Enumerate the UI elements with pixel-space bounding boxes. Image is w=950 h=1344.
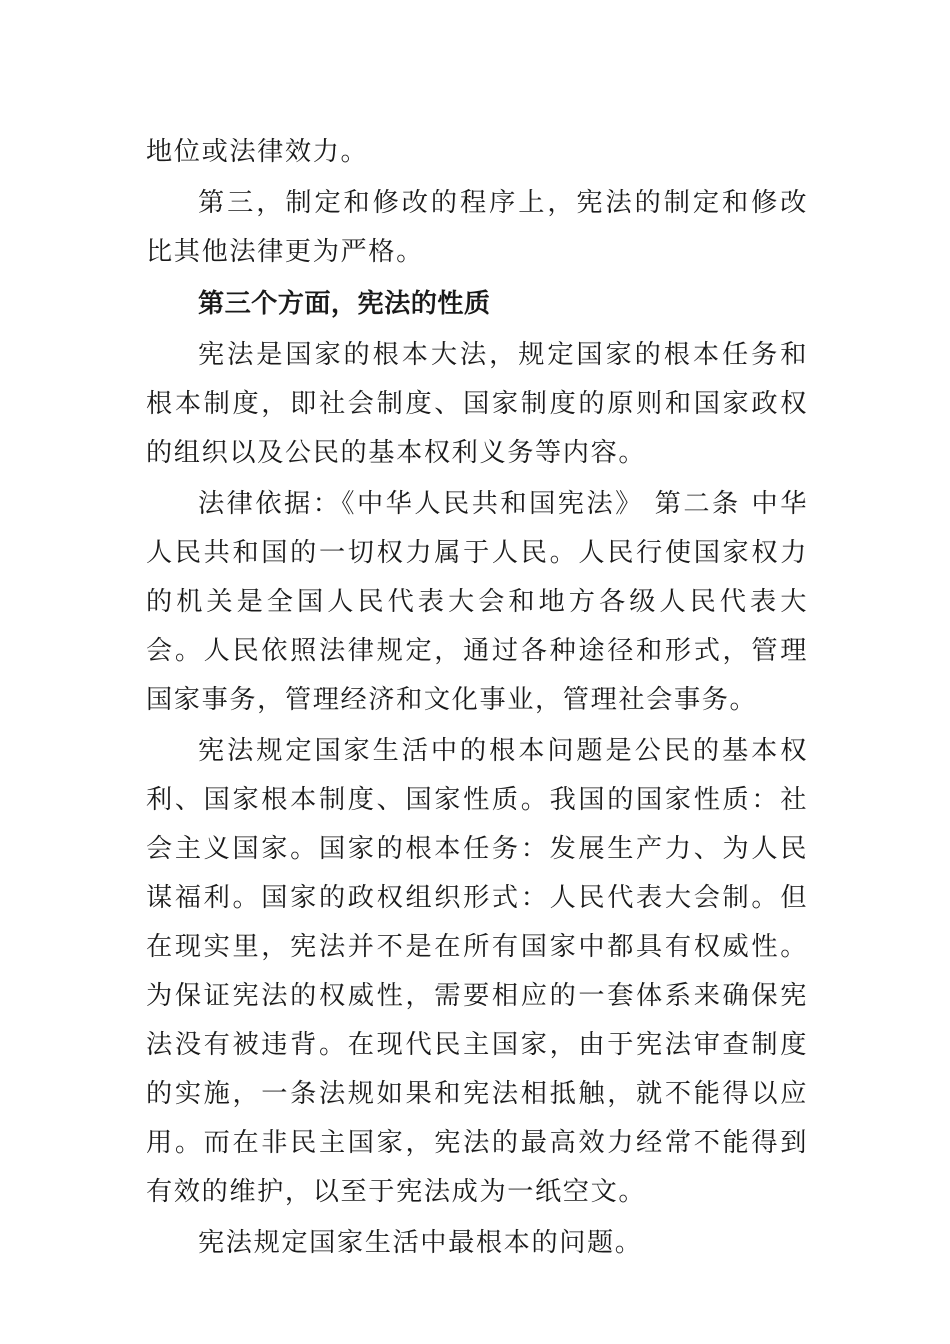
paragraph-fundamental-issues: 宪法规定国家生活中的根本问题是公民的基本权利、国家根本制度、国家性质。我国的国家性质：社会主义国家。国家的根本任务：发展生产力、为人民谋福利。国家的政权组织形式：人民代表大会制。但在现实里，宪法并不是在所有国家中都具有权威性。为保证宪法的权威性，需要相应的一套体系来确保宪法没有被违背。在现代民主国家，由于宪法审查制度的实施，一条法规如果和宪法相抵触，就不能得以应用。而在非民主国家，宪法的最高效力经常不能得到有效的维护，以至于宪法成为一纸空文。: [146, 736, 808, 1207]
paragraph-conclusion: 宪法规定国家生活中最根本的问题。: [198, 1227, 643, 1258]
section-heading: 第三个方面，宪法的性质: [198, 288, 491, 319]
paragraph-constitution-nature: 宪法是国家的根本大法，规定国家的根本任务和根本制度，即社会制度、国家制度的原则和国家政权的组织以及公民的基本权利义务等内容。: [146, 340, 808, 468]
paragraph-continuation: 地位或法律效力。: [146, 137, 369, 167]
document-body: [146, 128, 808, 1270]
paragraph-third-point: 第三，制定和修改的程序上，宪法的制定和修改比其他法律更为严格。: [146, 188, 808, 268]
paragraph-legal-basis: 法律依据：《中华人民共和国宪法》 第二条 中华人民共和国的一切权力属于人民。人民行使国家权力的机关是全国人民代表大会和地方各级人民代表大会。人民依照法律规定，通过各种途径和形式，管理国家事务，管理经济和文化事业，管理社会事务。: [146, 489, 808, 715]
